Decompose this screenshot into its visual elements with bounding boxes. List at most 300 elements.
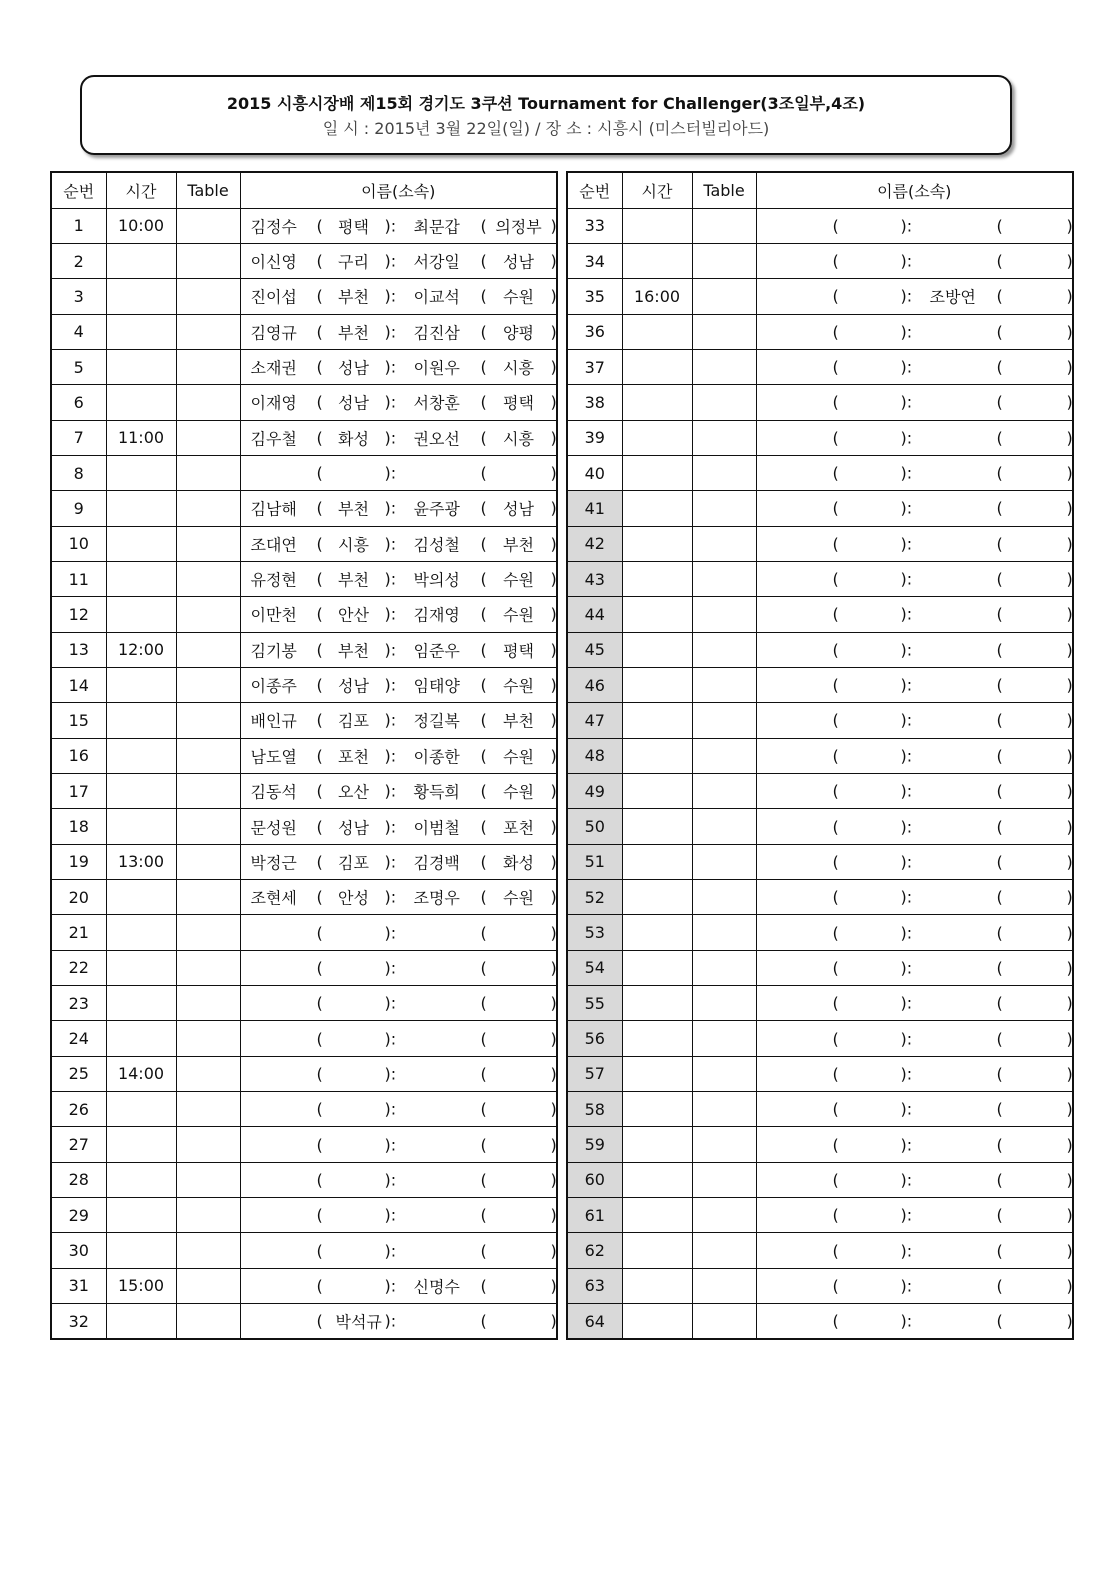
paren-open: ( (316, 569, 323, 589)
paren-close: ) (550, 1205, 557, 1225)
paren-close: ) (1066, 286, 1073, 306)
paren-open: ( (316, 322, 323, 342)
table-row (567, 1021, 1073, 1056)
paren-close: ) (1066, 1029, 1073, 1049)
match-pairing (757, 597, 1073, 631)
paren-close: ) (550, 675, 557, 695)
paren-open: ( (832, 1029, 839, 1049)
paren-close-colon: ): (900, 746, 913, 766)
match-table (176, 1092, 240, 1127)
match-pairing (757, 1057, 1073, 1091)
match-time (622, 491, 692, 526)
paren-close-colon: ): (384, 958, 397, 978)
match-table (692, 1268, 756, 1303)
match-pairing (241, 739, 557, 773)
paren-open: ( (316, 1276, 323, 1296)
paren-open: ( (832, 958, 839, 978)
paren-open: ( (832, 817, 839, 837)
paren-close-colon: ): (384, 887, 397, 907)
match-number: 33 (567, 208, 622, 243)
paren-open: ( (832, 322, 839, 342)
match-number: 49 (567, 774, 622, 809)
match-players (240, 667, 557, 702)
match-number: 1 (51, 208, 106, 243)
table-row (51, 420, 557, 455)
paren-open: ( (480, 781, 487, 801)
match-number: 47 (567, 703, 622, 738)
paren-close: ) (550, 958, 557, 978)
match-number: 64 (567, 1304, 622, 1339)
paren-close: ) (550, 1170, 557, 1190)
match-table (176, 1268, 240, 1303)
paren-close-colon: ): (384, 357, 397, 377)
match-pairing (241, 491, 557, 525)
match-pairing (241, 597, 557, 631)
player2-name: 김성철 (413, 535, 460, 555)
match-table (692, 491, 756, 526)
paren-open: ( (316, 463, 323, 483)
paren-close-colon: ): (384, 1276, 397, 1296)
player2-affiliation: 의정부 (495, 217, 542, 237)
match-pairing (241, 633, 557, 667)
table-row (567, 208, 1073, 243)
match-players (756, 950, 1073, 985)
match-table (692, 774, 756, 809)
match-table (692, 1162, 756, 1197)
match-time (106, 667, 176, 702)
paren-close: ) (550, 640, 557, 660)
match-number: 17 (51, 774, 106, 809)
paren-open: ( (832, 569, 839, 589)
match-number: 57 (567, 1056, 622, 1091)
match-pairing (241, 1021, 557, 1055)
player1-name: 조현세 (250, 888, 297, 908)
match-time: 14:00 (106, 1056, 176, 1091)
paren-open: ( (996, 604, 1003, 624)
match-players (756, 1127, 1073, 1162)
match-players (240, 880, 557, 915)
paren-open: ( (316, 428, 323, 448)
player2-affiliation: 시흥 (503, 429, 534, 449)
match-pairing (241, 986, 557, 1020)
paren-close: ) (550, 569, 557, 589)
paren-close-colon: ): (384, 817, 397, 837)
match-table (176, 1304, 240, 1339)
match-players (240, 1304, 557, 1339)
match-players (240, 1127, 557, 1162)
match-time (622, 738, 692, 773)
paren-open: ( (996, 817, 1003, 837)
table-row (51, 561, 557, 596)
paren-close-colon: ): (384, 1135, 397, 1155)
paren-close-colon: ): (900, 498, 913, 518)
match-players (240, 809, 557, 844)
paren-close-colon: ): (384, 216, 397, 236)
title-box (80, 75, 1012, 155)
paren-close: ) (1066, 569, 1073, 589)
paren-open: ( (480, 463, 487, 483)
player1-name: 문성원 (250, 818, 297, 838)
table-row (567, 880, 1073, 915)
match-time (106, 738, 176, 773)
paren-open: ( (480, 216, 487, 236)
match-table (692, 703, 756, 738)
player2-affiliation: 화성 (503, 853, 534, 873)
paren-open: ( (996, 1241, 1003, 1261)
paren-open: ( (316, 710, 323, 730)
match-number: 61 (567, 1198, 622, 1233)
table-row (567, 1268, 1073, 1303)
player1-affiliation: 평택 (338, 217, 369, 237)
paren-close: ) (1066, 817, 1073, 837)
player2-affiliation: 수원 (503, 888, 534, 908)
table-row (567, 561, 1073, 596)
match-table (692, 809, 756, 844)
table-row (567, 1304, 1073, 1339)
player1-name: 남도열 (250, 747, 297, 767)
match-table (692, 597, 756, 632)
paren-open: ( (996, 357, 1003, 377)
match-time (622, 809, 692, 844)
match-players (240, 491, 557, 526)
paren-close: ) (550, 392, 557, 412)
paren-close: ) (1066, 781, 1073, 801)
table-row (567, 491, 1073, 526)
paren-open: ( (996, 923, 1003, 943)
match-pairing (757, 951, 1073, 985)
paren-close-colon: ): (384, 569, 397, 589)
table-row (51, 279, 557, 314)
table-row (567, 1233, 1073, 1268)
match-players (756, 738, 1073, 773)
paren-close-colon: ): (384, 746, 397, 766)
match-number: 46 (567, 667, 622, 702)
player2-name: 조명우 (413, 888, 460, 908)
match-pairing (757, 986, 1073, 1020)
paren-open: ( (480, 1205, 487, 1225)
match-time (106, 349, 176, 384)
paren-close-colon: ): (384, 534, 397, 554)
table-row (567, 420, 1073, 455)
match-pairing (241, 315, 557, 349)
match-pairing (757, 1163, 1073, 1197)
match-number: 32 (51, 1304, 106, 1339)
match-number: 18 (51, 809, 106, 844)
paren-open: ( (316, 604, 323, 624)
match-number: 52 (567, 880, 622, 915)
paren-open: ( (996, 463, 1003, 483)
player1-affiliation: 부천 (338, 499, 369, 519)
table-row (567, 667, 1073, 702)
match-table (176, 1021, 240, 1056)
table-row (567, 314, 1073, 349)
match-number: 7 (51, 420, 106, 455)
match-time (622, 774, 692, 809)
match-time (106, 1198, 176, 1233)
paren-close-colon: ): (900, 852, 913, 872)
paren-close-colon: ): (900, 1170, 913, 1190)
player1-name: 김기봉 (250, 641, 297, 661)
paren-open: ( (480, 498, 487, 518)
match-players (756, 844, 1073, 879)
match-number: 39 (567, 420, 622, 455)
player1-affiliation: 안산 (338, 605, 369, 625)
match-pairing (241, 1269, 557, 1303)
match-table (176, 1056, 240, 1091)
table-row (567, 809, 1073, 844)
match-players (756, 243, 1073, 278)
match-number: 21 (51, 915, 106, 950)
match-number: 12 (51, 597, 106, 632)
match-pairing (241, 880, 557, 914)
paren-open: ( (832, 534, 839, 554)
match-number: 51 (567, 844, 622, 879)
match-players (756, 279, 1073, 314)
paren-open: ( (832, 1064, 839, 1084)
match-table (176, 1127, 240, 1162)
match-time (106, 880, 176, 915)
paren-open: ( (480, 1170, 487, 1190)
paren-open: ( (996, 1170, 1003, 1190)
paren-close: ) (1066, 1135, 1073, 1155)
match-number: 29 (51, 1198, 106, 1233)
match-players (240, 1056, 557, 1091)
match-time (106, 1162, 176, 1197)
paren-close: ) (550, 887, 557, 907)
match-table (692, 243, 756, 278)
table-row (567, 279, 1073, 314)
paren-open: ( (316, 357, 323, 377)
paren-close: ) (550, 817, 557, 837)
paren-close-colon: ): (900, 781, 913, 801)
paren-open: ( (832, 498, 839, 518)
match-number: 9 (51, 491, 106, 526)
match-players (240, 1233, 557, 1268)
paren-open: ( (316, 1064, 323, 1084)
player2-affiliation: 수원 (503, 605, 534, 625)
player1-affiliation: 부천 (338, 287, 369, 307)
player1-name: 이재영 (250, 393, 297, 413)
match-number: 10 (51, 526, 106, 561)
header-num: 순번 (51, 172, 106, 208)
paren-close-colon: ): (384, 463, 397, 483)
paren-open: ( (996, 993, 1003, 1013)
player2-affiliation: 성남 (503, 252, 534, 272)
match-table (692, 915, 756, 950)
match-table (692, 1233, 756, 1268)
match-pairing (241, 527, 557, 561)
match-time (622, 950, 692, 985)
table-row (51, 1268, 557, 1303)
match-pairing (241, 209, 557, 243)
paren-close: ) (1066, 463, 1073, 483)
match-players (756, 1304, 1073, 1339)
paren-close-colon: ): (384, 1241, 397, 1261)
player2-name: 박의성 (413, 570, 460, 590)
paren-open: ( (480, 1029, 487, 1049)
page-title: 2015 시흥시장배 제15회 경기도 3쿠션 Tournament for Challenger(3조일부,4조) (226, 94, 866, 113)
match-time (106, 950, 176, 985)
match-table (692, 1021, 756, 1056)
match-time: 15:00 (106, 1268, 176, 1303)
match-table (176, 455, 240, 490)
match-number: 60 (567, 1162, 622, 1197)
match-table (692, 1198, 756, 1233)
paren-open: ( (996, 1099, 1003, 1119)
paren-close: ) (1066, 216, 1073, 236)
match-table (692, 526, 756, 561)
match-players (756, 561, 1073, 596)
match-time (106, 1021, 176, 1056)
paren-open: ( (832, 392, 839, 412)
match-time: 12:00 (106, 632, 176, 667)
paren-close: ) (1066, 357, 1073, 377)
match-pairing (241, 279, 557, 313)
paren-close: ) (1066, 710, 1073, 730)
paren-close: ) (550, 852, 557, 872)
paren-open: ( (316, 1241, 323, 1261)
match-number: 40 (567, 455, 622, 490)
paren-close-colon: ): (900, 1064, 913, 1084)
player2-name: 윤주광 (413, 499, 460, 519)
player1-name: 이종주 (250, 676, 297, 696)
match-players (756, 703, 1073, 738)
paren-close-colon: ): (384, 604, 397, 624)
match-time (622, 632, 692, 667)
player1-affiliation: 성남 (338, 358, 369, 378)
paren-close-colon: ): (900, 640, 913, 660)
paren-open: ( (480, 958, 487, 978)
paren-close-colon: ): (900, 675, 913, 695)
player1-affiliation: 구리 (338, 252, 369, 272)
match-players (756, 1056, 1073, 1091)
match-players (756, 915, 1073, 950)
match-players (240, 774, 557, 809)
player1-affiliation: 박석규 (335, 1312, 382, 1332)
match-number: 13 (51, 632, 106, 667)
match-players (240, 1198, 557, 1233)
player1-name: 김정수 (250, 217, 297, 237)
match-table (176, 208, 240, 243)
paren-close: ) (1066, 322, 1073, 342)
match-pairing (757, 279, 1073, 313)
match-time (622, 314, 692, 349)
player2-affiliation: 수원 (503, 782, 534, 802)
match-table (176, 597, 240, 632)
paren-open: ( (480, 1276, 487, 1296)
match-table (692, 667, 756, 702)
match-number: 56 (567, 1021, 622, 1056)
match-players (240, 950, 557, 985)
match-players (756, 809, 1073, 844)
match-players (756, 667, 1073, 702)
paren-open: ( (996, 216, 1003, 236)
paren-open: ( (996, 1029, 1003, 1049)
header-name: 이름(소속) (756, 172, 1073, 208)
paren-open: ( (316, 286, 323, 306)
match-players (240, 420, 557, 455)
paren-close: ) (1066, 1311, 1073, 1331)
paren-open: ( (996, 1135, 1003, 1155)
match-players (756, 208, 1073, 243)
match-table (692, 632, 756, 667)
player2-name: 신명수 (413, 1277, 460, 1297)
paren-close-colon: ): (384, 428, 397, 448)
match-table (176, 667, 240, 702)
match-number: 38 (567, 385, 622, 420)
match-pairing (757, 1198, 1073, 1232)
player1-name: 박정근 (250, 853, 297, 873)
paren-open: ( (480, 993, 487, 1013)
paren-open: ( (832, 1205, 839, 1225)
match-table (692, 1056, 756, 1091)
player1-affiliation: 부천 (338, 641, 369, 661)
paren-close: ) (1066, 993, 1073, 1013)
match-time (622, 208, 692, 243)
player2-name: 이교석 (413, 287, 460, 307)
match-players (756, 455, 1073, 490)
player2-name: 정길복 (413, 711, 460, 731)
match-time (622, 1304, 692, 1339)
match-players (756, 491, 1073, 526)
match-table (176, 880, 240, 915)
paren-close-colon: ): (900, 569, 913, 589)
match-table (176, 774, 240, 809)
match-number: 44 (567, 597, 622, 632)
paren-close-colon: ): (384, 322, 397, 342)
match-table (692, 880, 756, 915)
match-number: 23 (51, 986, 106, 1021)
header-row (567, 172, 1073, 208)
paren-close: ) (550, 710, 557, 730)
player1-affiliation: 성남 (338, 676, 369, 696)
match-time (106, 561, 176, 596)
paren-close: ) (1066, 1205, 1073, 1225)
table-row (51, 314, 557, 349)
match-time (622, 561, 692, 596)
match-pairing (757, 1269, 1073, 1303)
match-time (106, 491, 176, 526)
paren-open: ( (832, 993, 839, 1013)
paren-open: ( (480, 569, 487, 589)
header-time: 시간 (106, 172, 176, 208)
match-pairing (757, 209, 1073, 243)
match-number: 22 (51, 950, 106, 985)
match-pairing (241, 244, 557, 278)
paren-close-colon: ): (900, 1311, 913, 1331)
table-row (51, 844, 557, 879)
paren-open: ( (480, 640, 487, 660)
table-row (567, 986, 1073, 1021)
match-players (240, 1092, 557, 1127)
table-row (51, 1162, 557, 1197)
player2-affiliation: 수원 (503, 747, 534, 767)
player1-name: 김동석 (250, 782, 297, 802)
match-table (176, 809, 240, 844)
match-pairing (757, 668, 1073, 702)
match-players (240, 561, 557, 596)
header-name: 이름(소속) (240, 172, 557, 208)
paren-open: ( (996, 1064, 1003, 1084)
paren-close: ) (1066, 887, 1073, 907)
paren-open: ( (996, 251, 1003, 271)
paren-close: ) (1066, 392, 1073, 412)
paren-open: ( (480, 746, 487, 766)
paren-close: ) (550, 781, 557, 801)
paren-close: ) (550, 1099, 557, 1119)
match-table (176, 738, 240, 773)
player1-name: 유정현 (250, 570, 297, 590)
